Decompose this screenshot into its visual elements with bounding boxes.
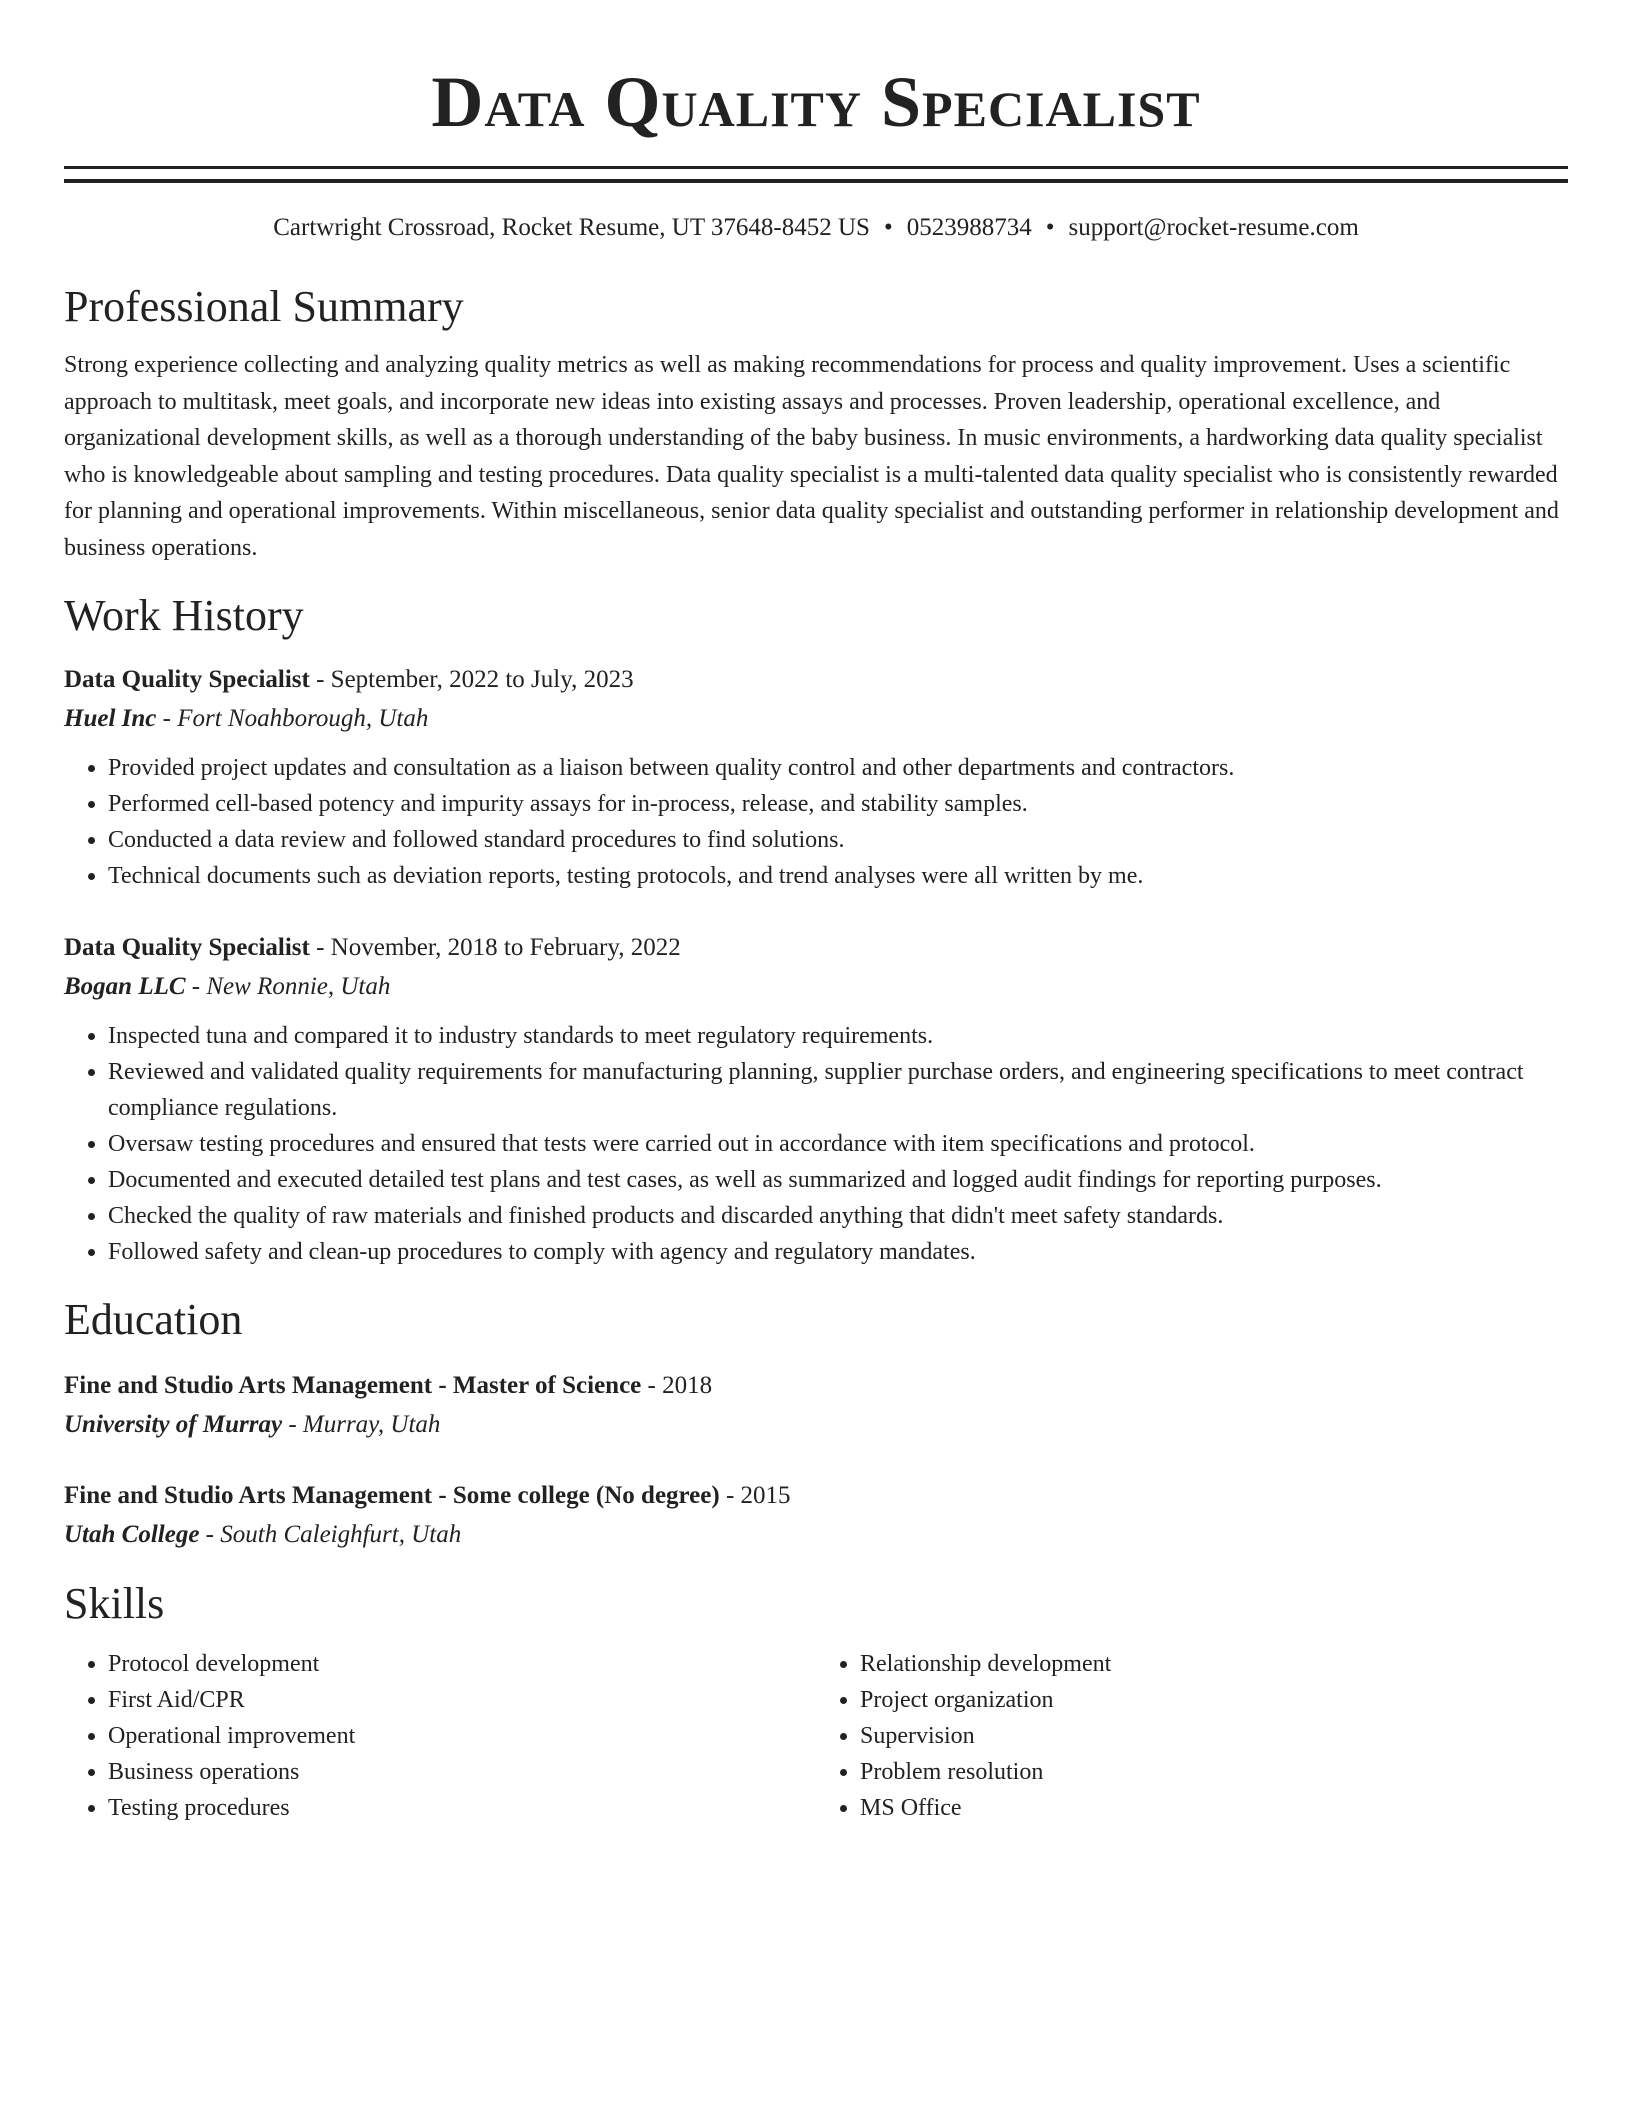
job-entry xyxy=(64,928,1568,1270)
section-title-education: Education xyxy=(64,1295,243,1344)
education-heading xyxy=(64,1366,1568,1405)
section-title-summary: Professional Summary xyxy=(64,282,464,331)
job-bullets xyxy=(64,750,1568,894)
education-section xyxy=(64,1292,1568,1554)
skill-item: • Project organization xyxy=(860,1682,1568,1718)
job-bullet: • Provided project updates and consultation as a liaison between quality control and other departments and contractors. xyxy=(108,750,1568,786)
job-entry xyxy=(64,660,1568,894)
education-location: - Murray, Utah xyxy=(282,1411,441,1438)
job-bullet: • Performed cell-based potency and impurity assays for in-process, release, and stability samples. xyxy=(108,786,1568,822)
job-location: - Fort Noahborough, Utah xyxy=(156,705,429,732)
skill-item: • MS Office xyxy=(860,1790,1568,1826)
skills-columns xyxy=(64,1646,1568,1826)
skill-item: • Protocol development xyxy=(108,1646,816,1682)
education-year: - 2018 xyxy=(641,1372,713,1399)
contact-phone: 0523988734 xyxy=(906,214,1032,241)
job-dates: - November, 2018 to February, 2022 xyxy=(309,934,681,961)
job-heading xyxy=(64,660,1568,699)
skill-item: • Supervision xyxy=(860,1718,1568,1754)
skills-section xyxy=(64,1576,1568,1826)
job-location: - New Ronnie, Utah xyxy=(185,973,391,1000)
contact-address: Cartwright Crossroad, Rocket Resume, UT 37648-8452 US xyxy=(273,214,870,241)
contact-line xyxy=(64,211,1568,245)
job-company: Huel Inc xyxy=(64,705,157,732)
education-location: - South Caleighfurt, Utah xyxy=(199,1521,462,1548)
job-role: Data Quality Specialist xyxy=(64,666,310,693)
header-double-rule xyxy=(64,166,1568,183)
skill-item: • Operational improvement xyxy=(108,1718,816,1754)
education-school-line xyxy=(64,1405,1568,1444)
job-bullet: • Technical documents such as deviation reports, testing protocols, and trend analyses were all written by me. xyxy=(108,858,1568,894)
resume-name: Data Quality Specialist xyxy=(431,62,1201,142)
job-bullet: • Reviewed and validated quality requirements for manufacturing planning, supplier purchase orders, and engineering specifications to meet contract compliance regulations. xyxy=(108,1054,1568,1126)
job-bullet: • Inspected tuna and compared it to industry standards to meet regulatory requirements. xyxy=(108,1018,1568,1054)
skills-list-left xyxy=(64,1646,816,1826)
section-title-work-history: Work History xyxy=(64,591,304,640)
job-bullet: • Conducted a data review and followed standard procedures to find solutions. xyxy=(108,822,1568,858)
work-history-section xyxy=(64,588,1568,1270)
education-entry xyxy=(64,1476,1568,1554)
job-bullet: • Checked the quality of raw materials and finished products and discarded anything that didn't meet safety standards. xyxy=(108,1198,1568,1234)
education-degree: Fine and Studio Arts Management - Some college (No degree) xyxy=(64,1482,720,1509)
summary-section xyxy=(64,279,1568,566)
skill-item: • First Aid/CPR xyxy=(108,1682,816,1718)
education-school: University of Murray xyxy=(64,1411,283,1438)
job-bullet: • Followed safety and clean-up procedures to comply with agency and regulatory mandates. xyxy=(108,1234,1568,1270)
job-bullet: • Oversaw testing procedures and ensured that tests were carried out in accordance with item specifications and protocol. xyxy=(108,1126,1568,1162)
contact-email: support@rocket-resume.com xyxy=(1068,214,1359,241)
skill-item: • Testing procedures xyxy=(108,1790,816,1826)
job-company-line xyxy=(64,967,1568,1006)
education-heading xyxy=(64,1476,1568,1515)
contact-separator: • xyxy=(1045,214,1055,241)
job-role: Data Quality Specialist xyxy=(64,934,310,961)
job-bullet: • Documented and executed detailed test plans and test cases, as well as summarized and logged audit findings for reporting purposes. xyxy=(108,1162,1568,1198)
summary-text: Strong experience collecting and analyzing quality metrics as well as making recommendations for process and quality improvement. Uses a scientific approach to multitask, meet goals, and incorporate new ideas into existing assays and processes. Proven leadership, operational excellence, and organizational development skills, as well as a thorough understanding of the baby business. In music environments, a hardworking data quality specialist who is knowledgeable about sampling and testing procedures. Data quality specialist is a multi-talented data quality specialist who is consistently rewarded for planning and operational improvements. Within miscellaneous, senior data quality specialist and outstanding performer in relationship development and business operations. xyxy=(64,352,1559,561)
section-title-skills: Skills xyxy=(64,1579,165,1628)
job-bullets xyxy=(64,1018,1568,1270)
job-company: Bogan LLC xyxy=(64,973,186,1000)
education-school-line xyxy=(64,1515,1568,1554)
education-degree: Fine and Studio Arts Management - Master of Science xyxy=(64,1372,642,1399)
job-heading xyxy=(64,928,1568,967)
job-dates: - September, 2022 to July, 2023 xyxy=(309,666,634,693)
skill-item: • Relationship development xyxy=(860,1646,1568,1682)
job-company-line xyxy=(64,699,1568,738)
skills-list-right xyxy=(816,1646,1568,1826)
education-entry xyxy=(64,1366,1568,1444)
contact-separator: • xyxy=(883,214,893,241)
skill-item: • Business operations xyxy=(108,1754,816,1790)
education-school: Utah College xyxy=(64,1521,200,1548)
skill-item: • Problem resolution xyxy=(860,1754,1568,1790)
education-year: - 2015 xyxy=(719,1482,791,1509)
